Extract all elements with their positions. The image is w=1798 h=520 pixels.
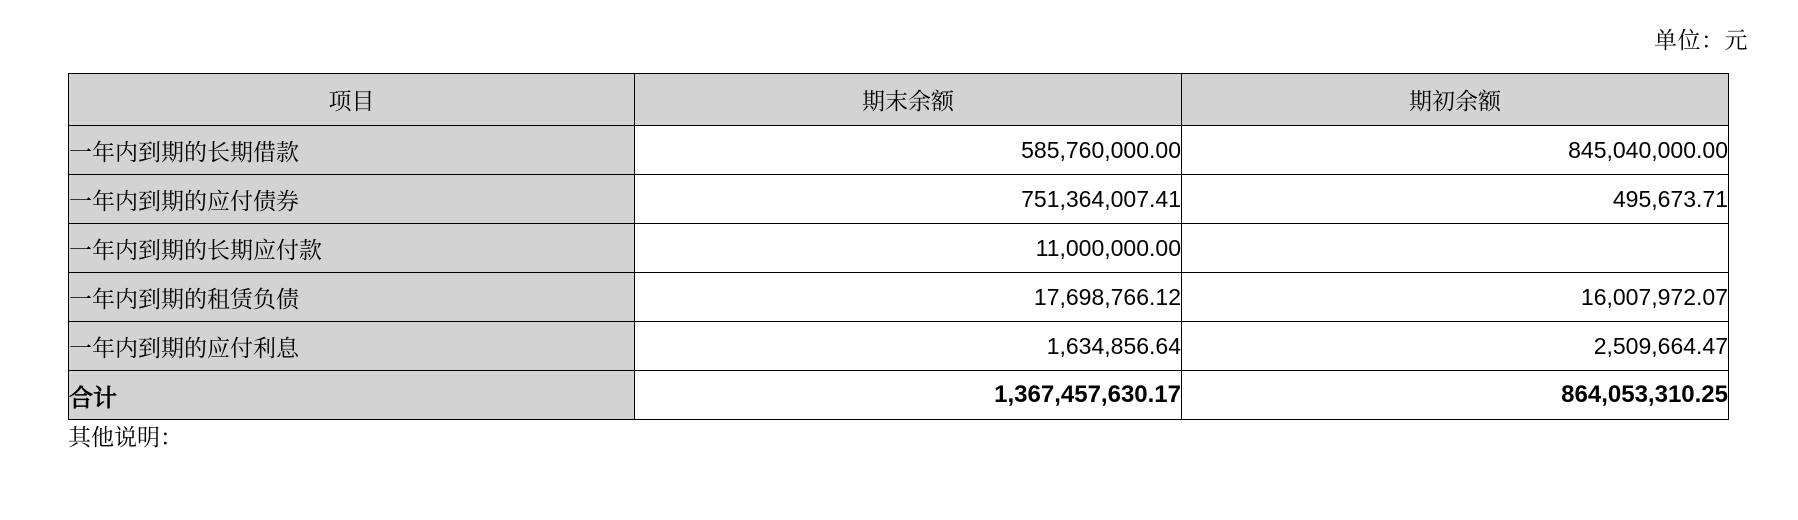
- row-beginning-balance: 2,509,664.47: [1182, 322, 1729, 371]
- total-ending-balance: 1,367,457,630.17: [635, 371, 1182, 420]
- total-label: 合计: [69, 371, 635, 420]
- column-header-item: 项目: [69, 74, 635, 126]
- current-portion-noncurrent-liabilities-table: [68, 73, 1729, 420]
- table-row: [69, 322, 1729, 371]
- table-header: [69, 74, 1729, 126]
- row-beginning-balance: [1182, 224, 1729, 273]
- table-row: [69, 175, 1729, 224]
- table-total-row: [69, 371, 1729, 420]
- table-row: [69, 224, 1729, 273]
- table-header-row: [69, 74, 1729, 126]
- row-beginning-balance: 16,007,972.07: [1182, 273, 1729, 322]
- column-header-ending-balance: 期末余额: [635, 74, 1182, 126]
- row-ending-balance: 585,760,000.00: [635, 126, 1182, 175]
- unit-note: 单位：元: [1654, 28, 1748, 53]
- row-label: 一年内到期的长期应付款: [69, 224, 635, 273]
- row-ending-balance: 1,634,856.64: [635, 322, 1182, 371]
- row-ending-balance: 751,364,007.41: [635, 175, 1182, 224]
- row-label: 一年内到期的应付利息: [69, 322, 635, 371]
- other-note: 其他说明：: [68, 425, 183, 450]
- row-label: 一年内到期的租赁负债: [69, 273, 635, 322]
- row-label: 一年内到期的应付债券: [69, 175, 635, 224]
- table-body: [69, 126, 1729, 420]
- column-header-beginning-balance: 期初余额: [1182, 74, 1729, 126]
- row-beginning-balance: 495,673.71: [1182, 175, 1729, 224]
- table-row: [69, 273, 1729, 322]
- row-label: 一年内到期的长期借款: [69, 126, 635, 175]
- row-ending-balance: 17,698,766.12: [635, 273, 1182, 322]
- table-row: [69, 126, 1729, 175]
- row-ending-balance: 11,000,000.00: [635, 224, 1182, 273]
- total-beginning-balance: 864,053,310.25: [1182, 371, 1729, 420]
- row-beginning-balance: 845,040,000.00: [1182, 126, 1729, 175]
